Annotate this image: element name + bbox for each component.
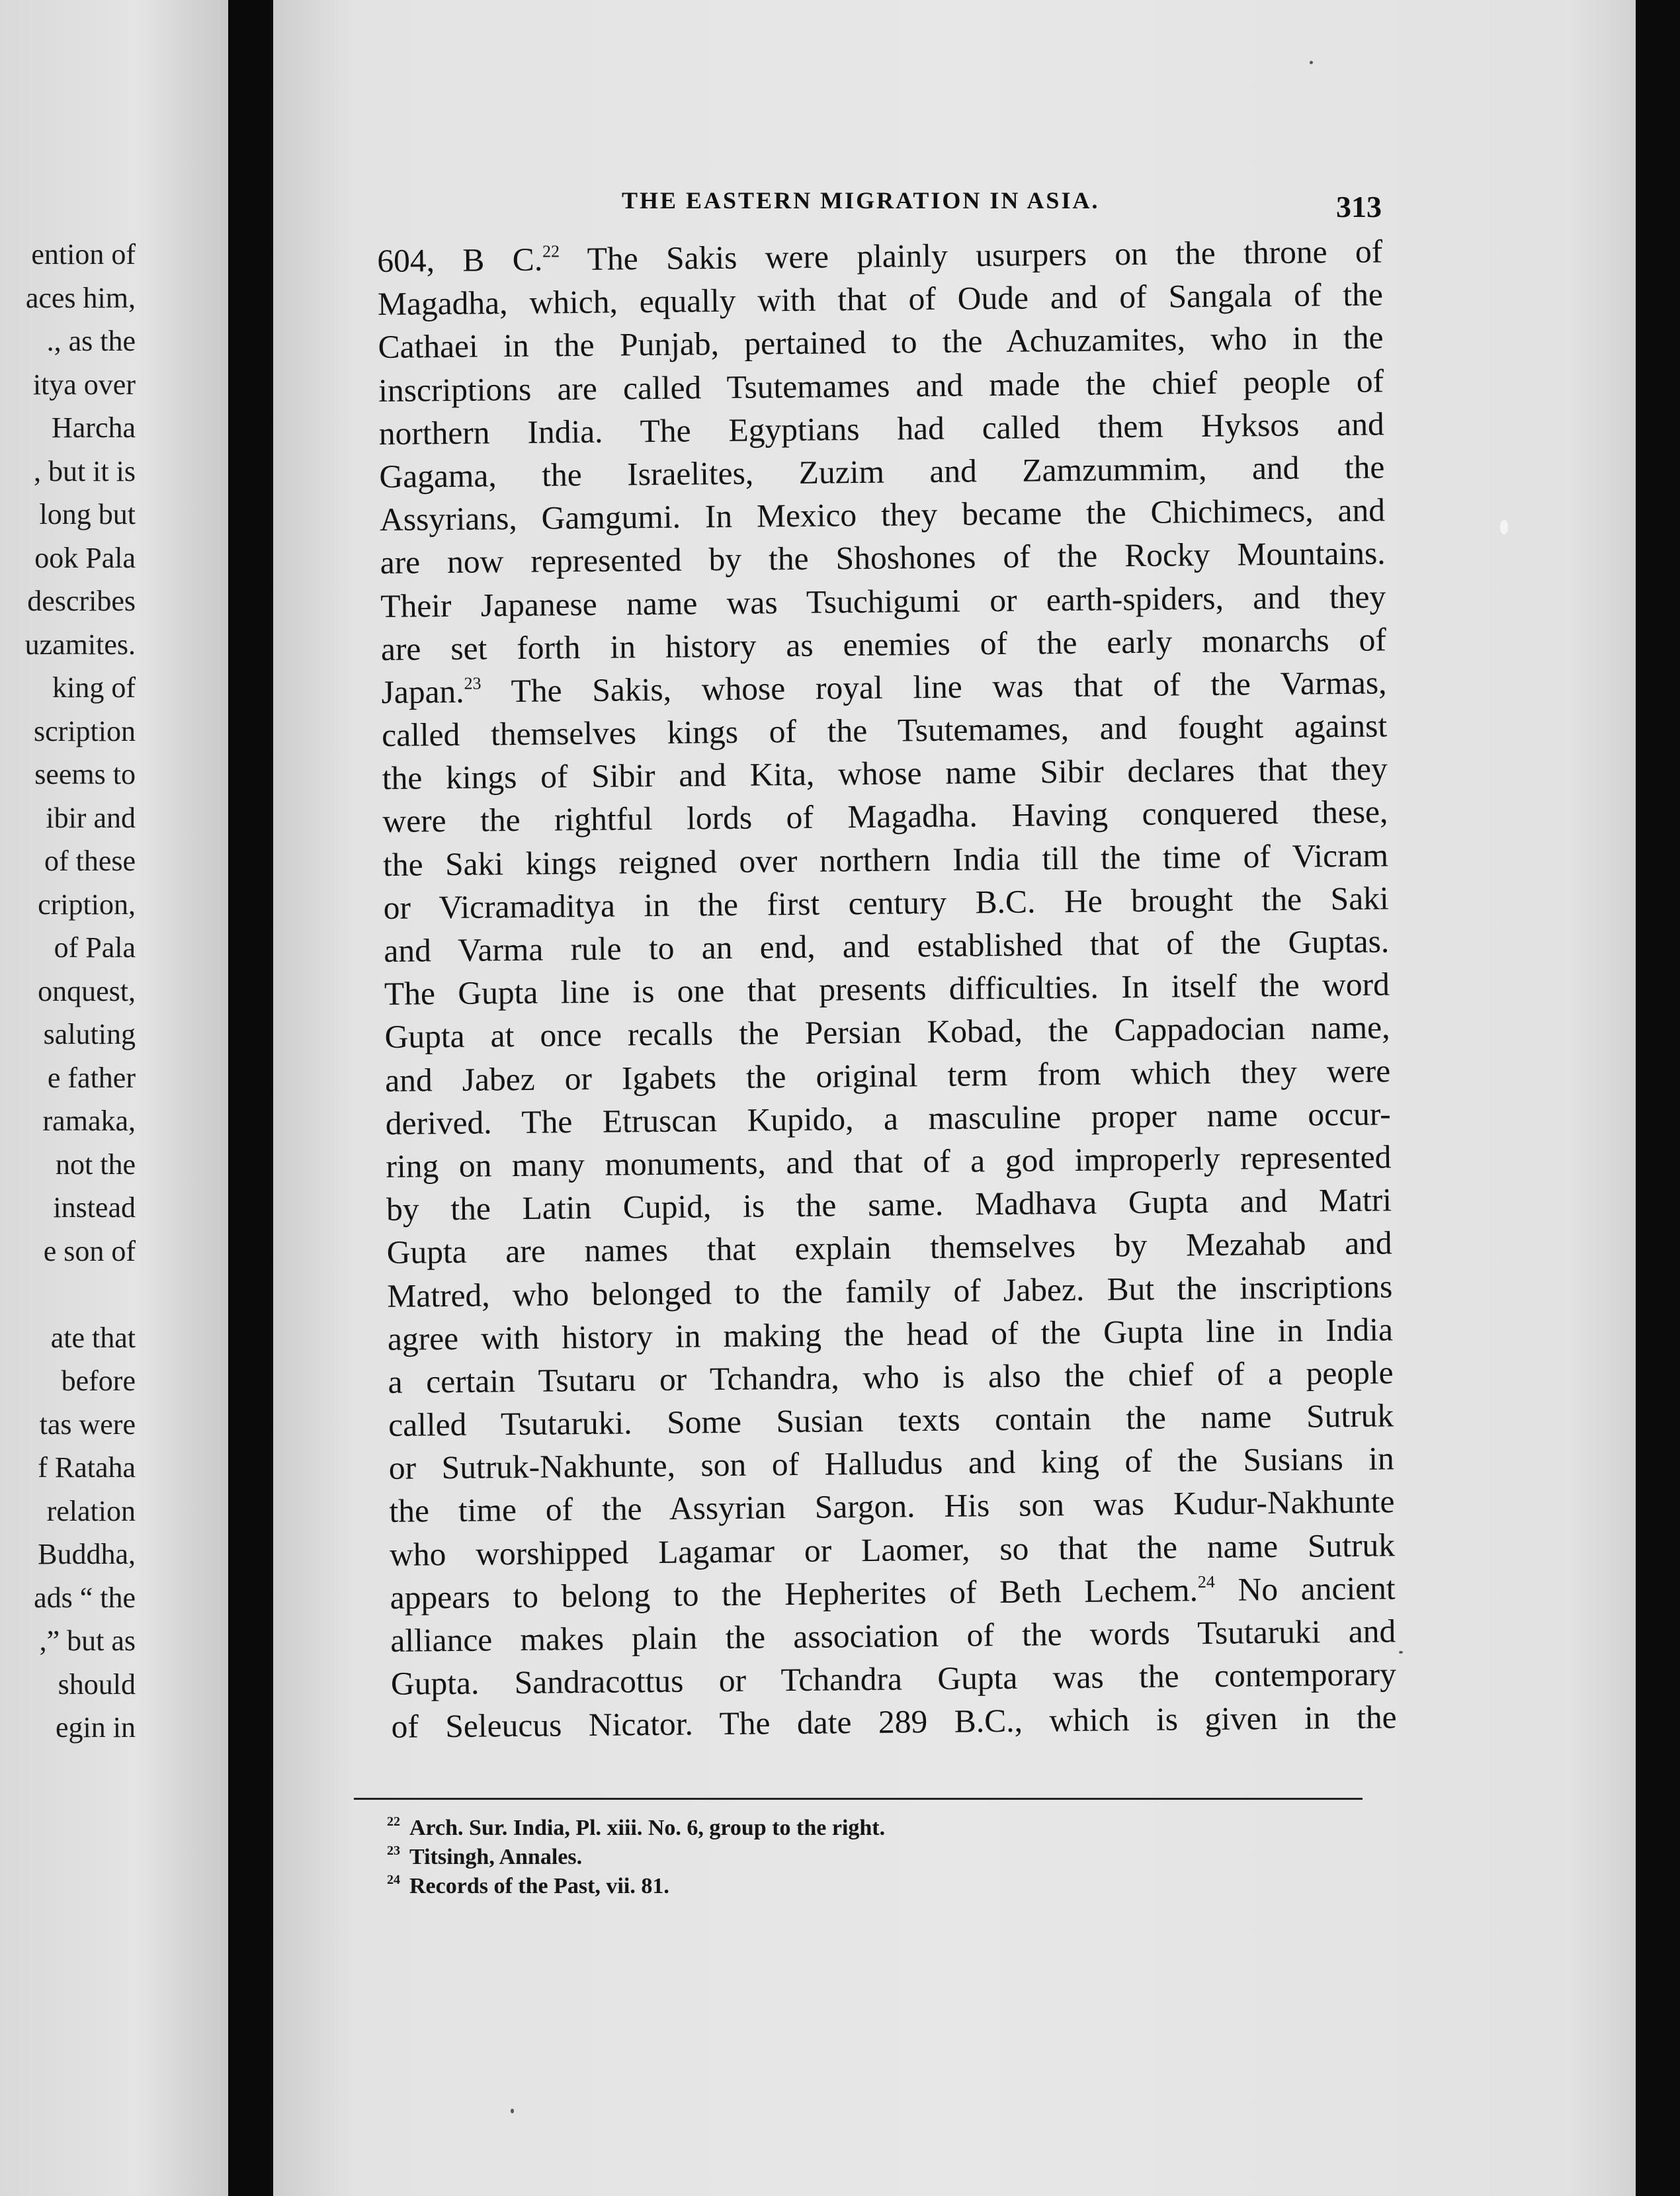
left-page-line: aces him,: [25, 281, 136, 314]
body-line-text: appears to belong to the Hepherites of Beth Lechem.: [390, 1571, 1198, 1616]
body-line-text: and Varma rule to an end, and established that of the Guptas.: [384, 923, 1390, 969]
body-line-text: No ancient: [1214, 1570, 1396, 1608]
body-line-text: or Vicramaditya in the first century B.C. He brought the Saki: [383, 880, 1389, 926]
body-line-text: the time of the Assyrian Sargon. His son was Kudur-Nakhunte: [389, 1483, 1395, 1530]
left-page-line: egin in: [56, 1711, 136, 1744]
body-line-text: who worshipped Lagamar or Laomer, so that the name Sutruk: [389, 1526, 1396, 1573]
left-page-text: [0, 233, 136, 1750]
footnote: [387, 1872, 885, 1901]
body-line-text: The Sakis, whose royal line was that of the Varmas,: [481, 664, 1387, 710]
footnote-text: Records of the Past, vii. 81.: [409, 1874, 669, 1898]
body-line-text: Gupta at once recalls the Persian Kobad, the Cappadocian name,: [384, 1009, 1390, 1056]
left-page-line: cription,: [38, 888, 136, 921]
body-line-text: Their Japanese name was Tsuchigumi or earth-spiders, and they: [380, 577, 1386, 624]
left-page-line: Harcha: [51, 411, 136, 444]
body-line-text: alliance makes plain the association of the words Tsutaruki and: [390, 1613, 1396, 1659]
left-page-line: ., as the: [46, 325, 136, 357]
left-page-line: king of: [52, 671, 136, 704]
footnote-number: 23: [387, 1843, 400, 1858]
left-page-line: instead: [53, 1191, 136, 1224]
footnote-marker: 22: [542, 241, 560, 261]
footnote-marker: 24: [1197, 1572, 1215, 1591]
body-line-text: inscriptions are called Tsutemames and made the chief people of: [378, 362, 1384, 409]
left-page-line: before: [61, 1365, 136, 1397]
body-line-text: northern India. The Egyptians had called them Hyksos and: [378, 405, 1385, 452]
body-line-text: and Jabez or Igabets the original term from which they were: [384, 1052, 1391, 1099]
left-page-line: ibir and: [46, 801, 136, 834]
left-page-line: relation: [46, 1494, 136, 1527]
left-page-line: scription: [34, 714, 136, 747]
left-page-line: describes: [27, 585, 136, 617]
footnote-number: 22: [387, 1814, 400, 1829]
body-line-text: are set forth in history as enemies of the early monarchs of: [380, 621, 1387, 667]
book-gutter: [228, 0, 273, 2196]
footnote-text: Arch. Sur. India, Pl. xiii. No. 6, group to the right.: [409, 1816, 886, 1840]
body-line-text: by the Latin Cupid, is the same. Madhava Gupta and Matri: [386, 1181, 1392, 1228]
body-line-text: Gupta are names that explain themselves by Mezahab and: [386, 1224, 1392, 1271]
footnote-text: Titsingh, Annales.: [409, 1845, 583, 1869]
footnote: [387, 1843, 885, 1872]
left-page-line: ramaka,: [42, 1105, 136, 1137]
body-line-text: derived. The Etruscan Kupido, a masculine proper name occur-: [385, 1095, 1392, 1142]
left-page-line: ,” but as: [39, 1625, 136, 1657]
paper-speck: [1310, 61, 1313, 64]
body-text: [377, 230, 1397, 1748]
left-page-line: should: [58, 1668, 136, 1701]
footnote-marker: 23: [464, 673, 482, 693]
left-page-line: [0, 1273, 136, 1316]
left-page-line: of these: [44, 845, 136, 877]
body-line-text: Gagama, the Israelites, Zuzim and Zamzummim, and the: [379, 448, 1385, 495]
body-line-text: Magadha, which, equally with that of Oude and of Sangala of the: [377, 276, 1384, 323]
paper-speck: [1500, 520, 1508, 534]
left-page-line: tas were: [39, 1408, 136, 1441]
left-page-line: e father: [47, 1061, 136, 1094]
page-number: 313: [1336, 190, 1382, 224]
left-page-line: ention of: [31, 238, 136, 271]
left-page-line: not the: [56, 1148, 136, 1181]
body-line-text: The Gupta line is one that presents difficulties. In itself the word: [384, 966, 1390, 1013]
left-page-line: , but it is: [33, 454, 136, 487]
body-line-text: Cathaei in the Punjab, pertained to the Achuzamites, who in the: [378, 319, 1384, 366]
footnote-number: 24: [387, 1873, 400, 1887]
body-line-text: Matred, who belonged to the family of Jabez. But the inscriptions: [387, 1267, 1393, 1314]
body-line-text: Assyrians, Gamgumi. In Mexico they became the Chichimecs, and: [379, 491, 1386, 538]
left-page-line: onquest,: [38, 974, 136, 1007]
body-line-text: Japan.: [381, 673, 464, 710]
left-page-fragment: [0, 0, 228, 2196]
left-page-line: uzamites.: [24, 628, 136, 661]
page-edge: [1636, 0, 1680, 2196]
left-page-line: saluting: [43, 1018, 136, 1050]
body-line-text: Gupta. Sandracottus or Tchandra Gupta was the contemporary: [390, 1656, 1397, 1703]
footnotes: [387, 1814, 885, 1901]
paper-speck: [1399, 1651, 1403, 1654]
footnote-rule: [354, 1798, 1363, 1800]
left-page-line: ook Pala: [34, 541, 136, 574]
body-line-text: were the rightful lords of Magadha. Having conquered these,: [382, 793, 1388, 840]
body-line-text: a certain Tsutaru or Tchandra, who is also the chief of a people: [388, 1354, 1394, 1400]
left-page-line: long but: [39, 498, 136, 530]
left-page-line: ads “ the: [34, 1581, 136, 1614]
body-line-text: 604, B C.: [377, 241, 543, 279]
body-line-text: the Saki kings reigned over northern India till the time of Vicram: [382, 836, 1389, 883]
left-page-line: seems to: [34, 758, 136, 790]
body-line-text: or Sutruk-Nakhunte, son of Halludus and king of the Susians in: [388, 1440, 1395, 1487]
left-page-line: of Pala: [54, 931, 136, 964]
left-page-line: itya over: [32, 368, 136, 401]
footnote: [387, 1814, 885, 1843]
left-page-line: e son of: [43, 1234, 136, 1267]
body-line-text: of Seleucus Nicator. The date 289 B.C., which is given in the: [391, 1699, 1397, 1746]
left-page-line: ate that: [50, 1321, 136, 1354]
body-line-text: called themselves kings of the Tsutemames, and fought against: [381, 707, 1388, 754]
left-page-line: f Rataha: [38, 1451, 136, 1484]
left-page-line: Buddha,: [38, 1538, 136, 1570]
body-line-text: The Sakis were plainly usurpers on the throne of: [559, 233, 1383, 278]
body-line-text: ring on many monuments, and that of a god improperly represented: [386, 1138, 1392, 1185]
body-line-text: the kings of Sibir and Kita, whose name Sibir declares that they: [382, 750, 1388, 797]
body-line-text: agree with history in making the head of the Gupta line in India: [387, 1311, 1394, 1357]
paper-speck: [511, 2109, 514, 2113]
body-line-text: called Tsutaruki. Some Susian texts contain the name Sutruk: [388, 1397, 1394, 1443]
body-line-text: are now represented by the Shoshones of the Rocky Mountains.: [380, 534, 1386, 581]
running-head: THE EASTERN MIGRATION IN ASIA.: [622, 187, 1100, 214]
